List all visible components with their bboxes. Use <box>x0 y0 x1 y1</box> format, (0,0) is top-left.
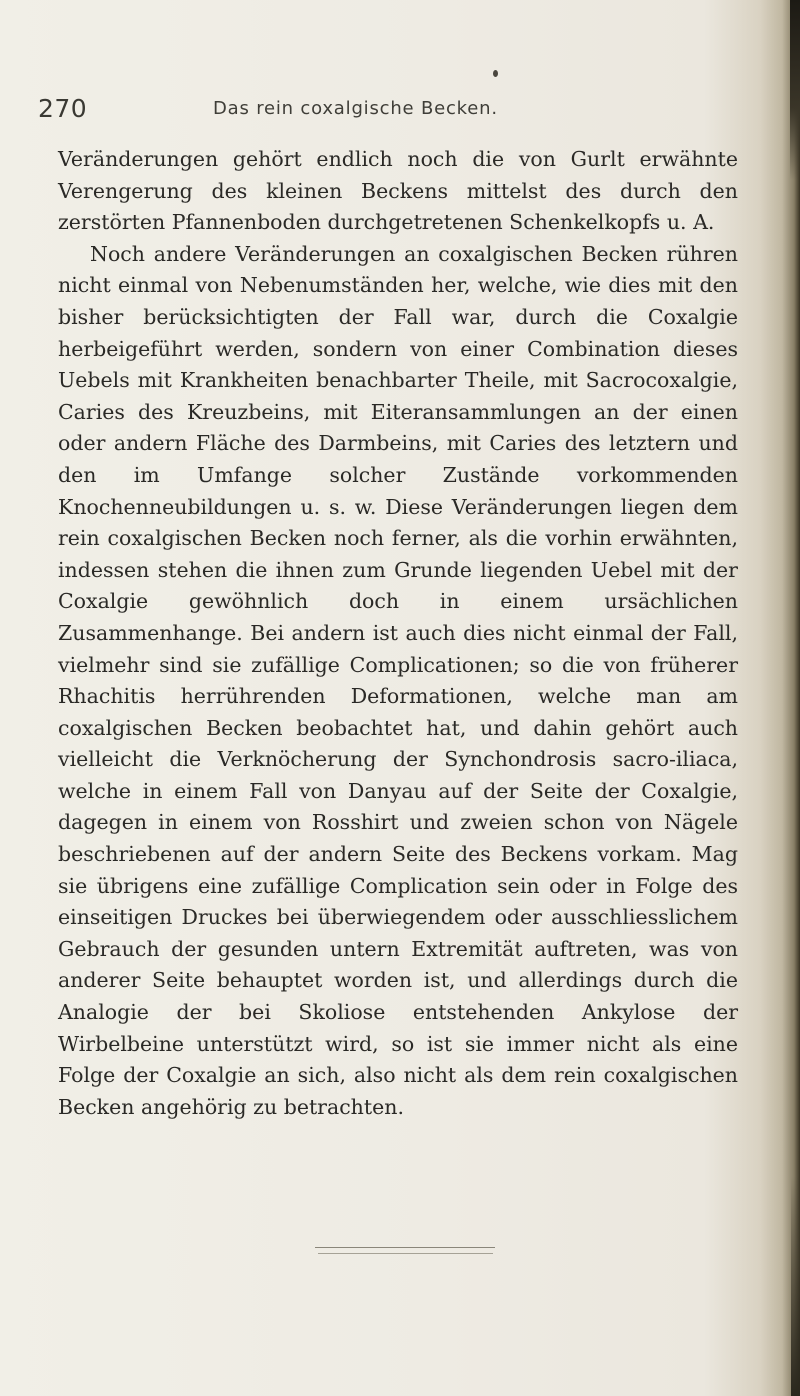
ink-speck <box>493 70 498 77</box>
footer-rule <box>315 1247 495 1248</box>
running-head: Das rein coxalgische Becken. <box>213 98 498 119</box>
page-header <box>38 94 738 134</box>
page-number: 270 <box>38 94 88 123</box>
footer-rule-secondary <box>318 1253 493 1254</box>
paragraph: Veränderungen gehört endlich noch die von Gurlt erwähnte Verengerung des kleinen Beckens mittelst des durch den zerstörten Pfannenboden durchgetretenen Schenkelkopfs u. A. <box>58 147 738 235</box>
paragraph: Noch andere Veränderungen an coxalgischen Becken rühren nicht einmal von Nebenumständen her, welche, wie dies mit den bisher berücksichtigten der Fall war, durch die Coxalgie herbeigeführt werden, sondern von einer Combination dieses Uebels mit Krankheiten benachbarter Theile, mit Sacrocoxalgie, Caries des Kreuzbeins, mit Eiteransammlungen an der einen oder andern Fläche des Darmbeins, mit Caries des letztern und den im Umfange solcher Zustände vorkommenden Knochenneubildungen u. s. w. Diese Veränderungen liegen dem rein coxalgischen Becken noch ferner, als die vorhin erwähnten, indessen stehen die ihnen zum Grunde liegenden Uebel mit der Coxalgie gewöhnlich doch in einem ursächlichen Zusammenhange. Bei andern ist auch dies nicht einmal der Fall, vielmehr sind sie zufällige Complicationen; so die von früherer Rhachitis herrührenden Deformationen, welche man am coxalgischen Becken beobachtet hat, und dahin gehört auch vielleicht die Verknöcherung der Synchondrosis sacro-iliaca, welche in einem Fall von Danyau auf der Seite der Coxalgie, dagegen in einem von Rosshirt und zweien schon von Nägele beschriebenen auf der andern Seite des Beckens vorkam. Mag sie übrigens eine zufällige Complication sein oder in Folge des einseitigen Druckes bei überwiegendem oder ausschliesslichem Gebrauch der gesunden untern Extremität auftreten, was von anderer Seite behauptet worden ist, und allerdings durch die Analogie der bei Skoliose entstehenden Ankylose der Wirbelbeine unterstützt wird, so ist sie immer nicht als eine Folge der Coxalgie an sich, also nicht als dem rein coxalgischen Becken angehörig zu betrachten. <box>58 241 738 1119</box>
page-edge-dark-top <box>790 0 800 180</box>
page-edge-dark-bottom <box>791 1176 800 1396</box>
body-text <box>58 144 738 1123</box>
